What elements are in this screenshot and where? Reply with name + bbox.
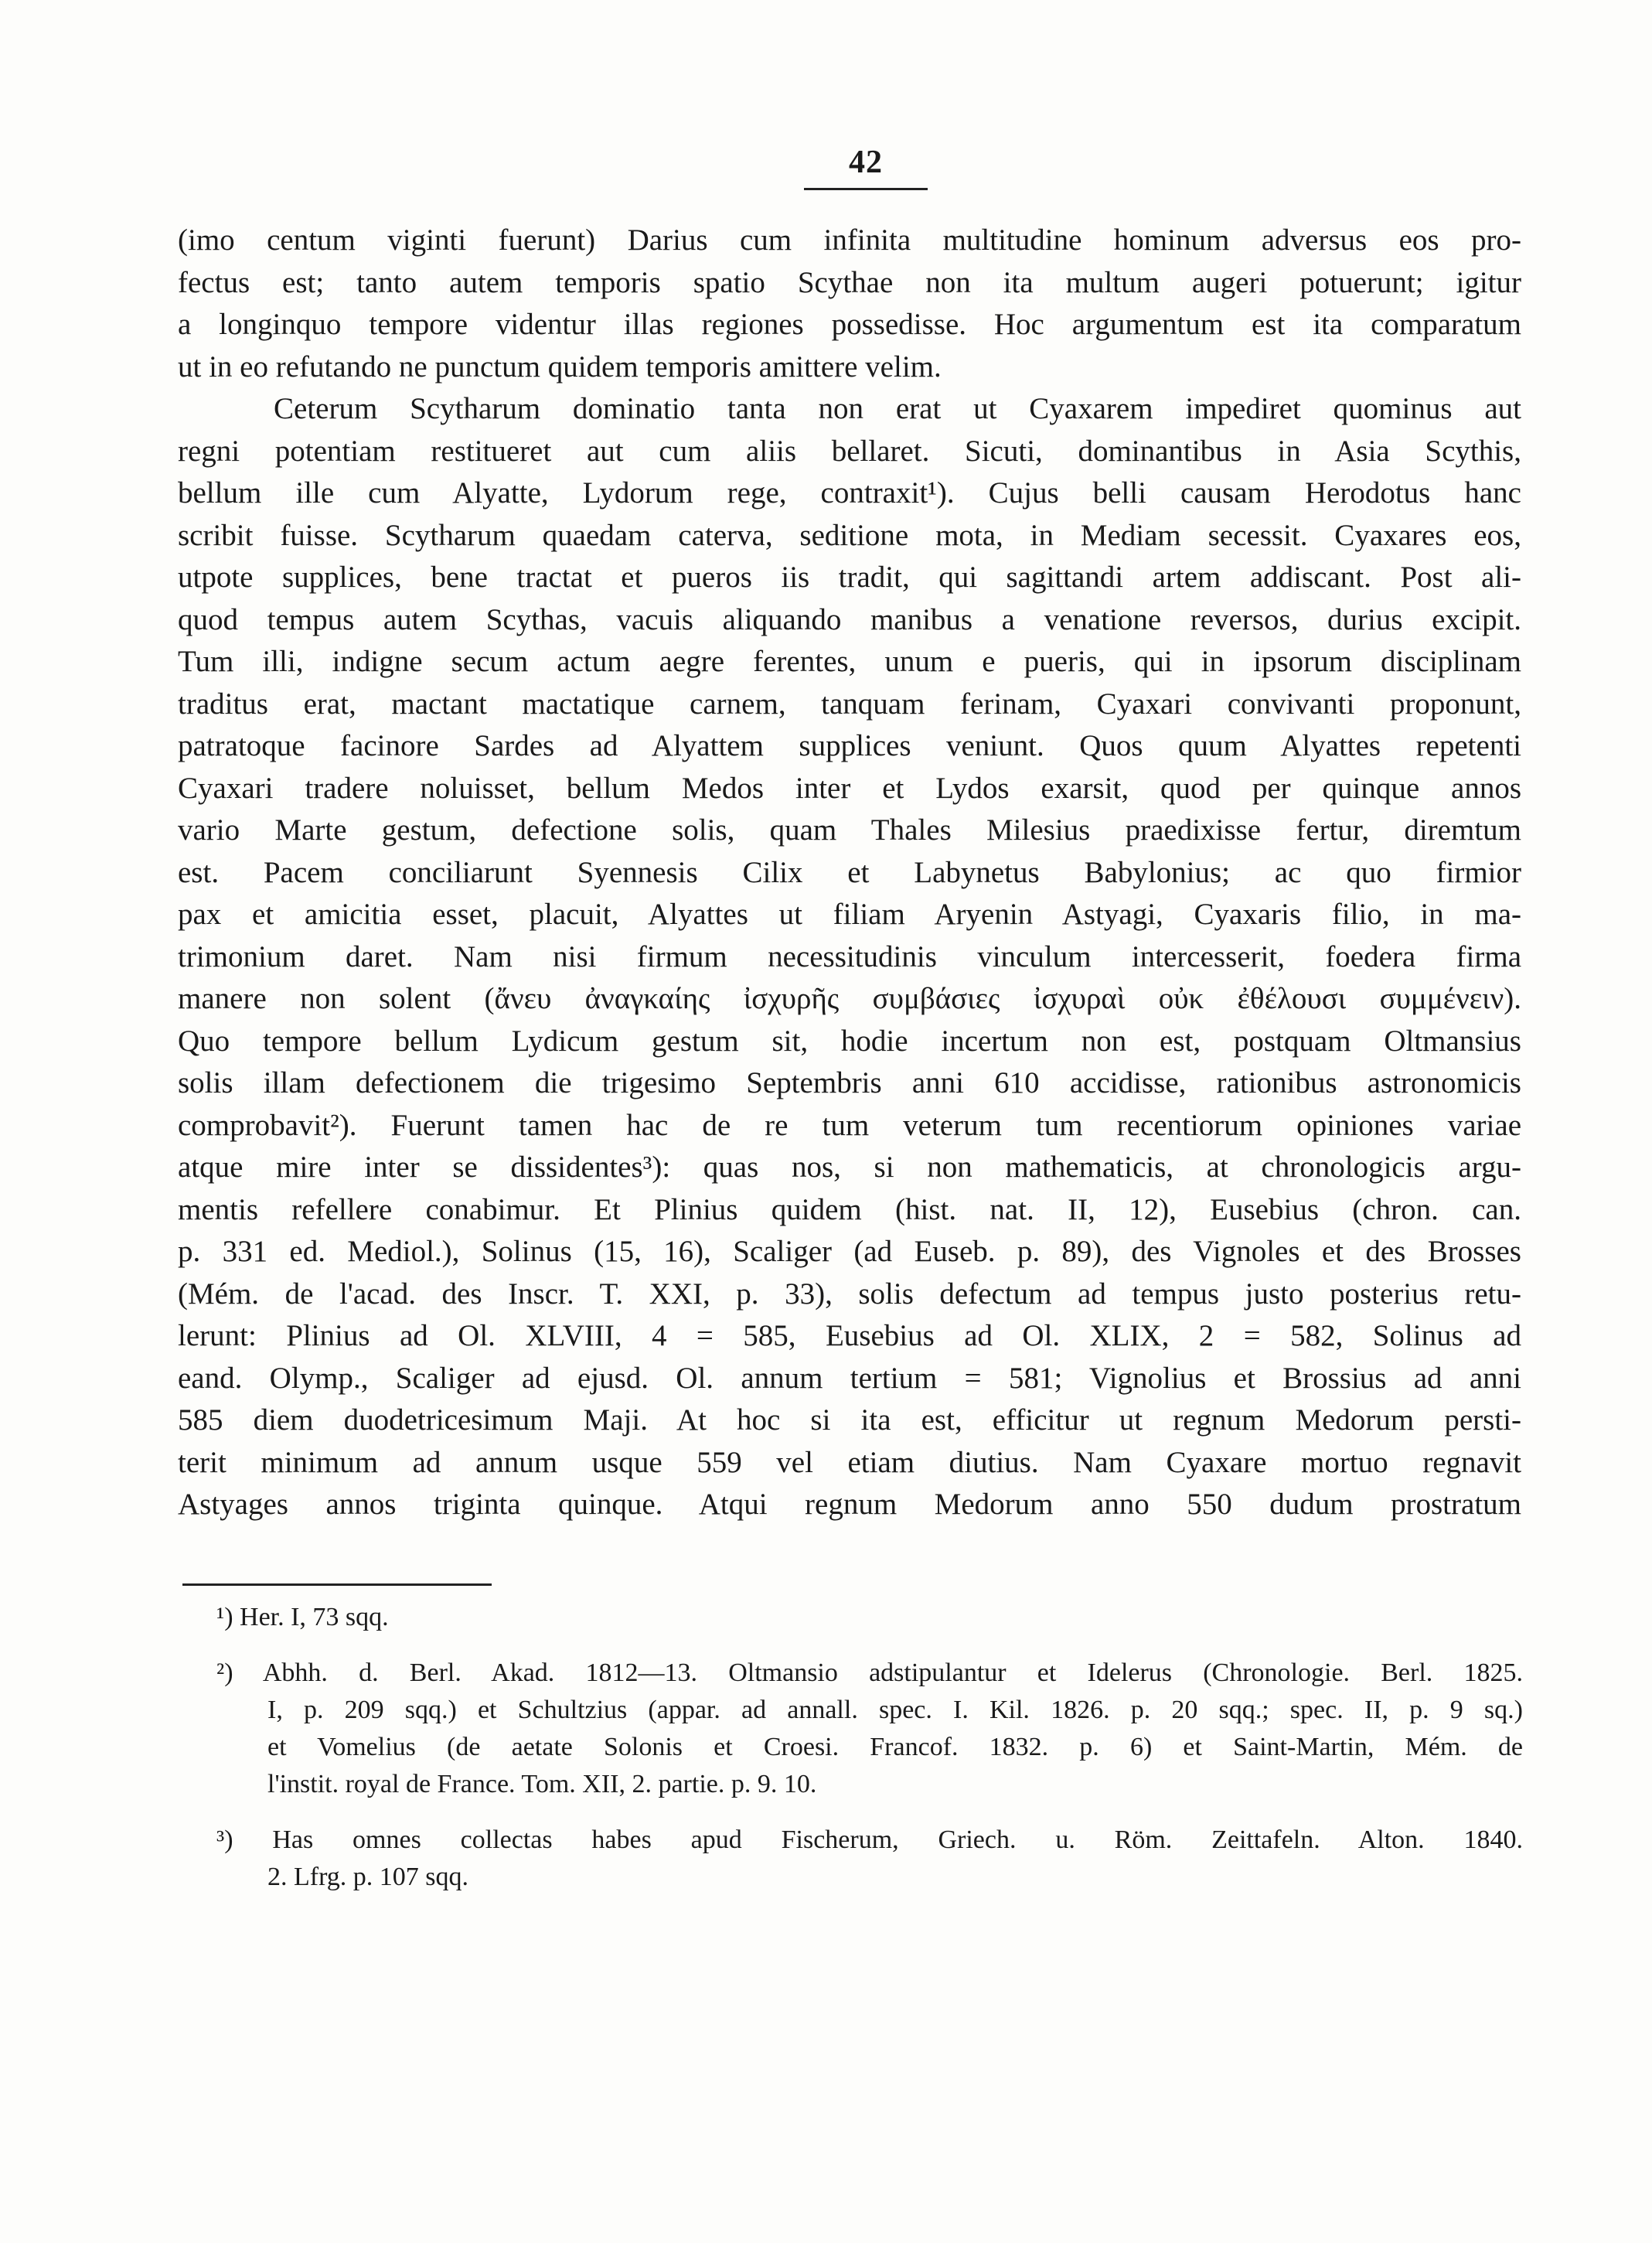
footnote-line: et Vomelius (de aetate Solonis et Croesi. Francof. 1832. p. 6) et Saint-Martin, Mém. de	[267, 1733, 1523, 1761]
text-line: est. Pacem conciliarunt Syennesis Cilix et Labynetus Babylonius; ac quo firmior	[178, 855, 1521, 889]
footnote-line: l'instit. royal de France. Tom. XII, 2. partie. p. 9. 10.	[267, 1770, 817, 1798]
body-text	[178, 220, 1521, 1526]
text-line: comprobavit²). Fuerunt tamen hac de re tum veterum tum recentiorum opiniones variae	[178, 1108, 1521, 1142]
footnotes	[216, 1599, 1523, 1896]
text-line: quod tempus autem Scythas, vacuis aliquando manibus a venatione reversos, durius excipit.	[178, 602, 1521, 636]
text-line: scribit fuisse. Scytharum quaedam caterva, seditione mota, in Mediam secessit. Cyaxares eos,	[178, 518, 1521, 552]
text-line: Quo tempore bellum Lydicum gestum sit, hodie incertum non est, postquam Oltmansius	[178, 1024, 1521, 1058]
text-line: atque mire inter se dissidentes³): quas nos, si non mathematicis, at chronologicis argu-	[178, 1150, 1521, 1184]
text-line: patratoque facinore Sardes ad Alyattem supplices veniunt. Quos quum Alyattes repetenti	[178, 729, 1521, 762]
footnote-line: ²) Abhh. d. Berl. Akad. 1812—13. Oltmansio adstipulantur et Idelerus (Chronologie. Berl. 1825.	[216, 1658, 1523, 1687]
page-number: 42	[849, 145, 883, 180]
text-line: (Mém. de l'acad. des Inscr. T. XXI, p. 33), solis defectum ad tempus justo posterius retu-	[178, 1277, 1521, 1311]
text-line: eand. Olymp., Scaliger ad ejusd. Ol. annum tertium = 581; Vignolius et Brossius ad anni	[178, 1361, 1521, 1395]
text-line: ut in eo refutando ne punctum quidem temporis amittere velim.	[178, 349, 942, 383]
footnote-line: ¹) Her. I, 73 sqq.	[216, 1603, 389, 1631]
footnote-spacer	[216, 1803, 1523, 1822]
text-line: p. 331 ed. Mediol.), Solinus (15, 16), Scaliger (ad Euseb. p. 89), des Vignoles et des Brosses	[178, 1235, 1521, 1268]
footnote-line: 2. Lfrg. p. 107 sqq.	[267, 1863, 469, 1891]
text-line: terit minimum ad annum usque 559 vel etiam diutius. Nam Cyaxare mortuo regnavit	[178, 1445, 1521, 1479]
footnote-rule	[182, 1583, 492, 1586]
text-line: Astyages annos triginta quinque. Atqui regnum Medorum anno 550 dudum prostratum	[178, 1488, 1521, 1521]
text-line: vario Marte gestum, defectione solis, quam Thales Milesius praedixisse fertur, diremtum	[178, 813, 1521, 847]
text-line: 585 diem duodetricesimum Maji. At hoc si ita est, efficitur ut regnum Medorum persti-	[178, 1403, 1521, 1437]
text-line: lerunt: Plinius ad Ol. XLVIII, 4 = 585, Eusebius ad Ol. XLIX, 2 = 582, Solinus ad	[178, 1319, 1521, 1352]
text-line: Ceterum Scytharum dominatio tanta non erat ut Cyaxarem impediret quominus aut	[274, 392, 1521, 425]
text-line: manere non solent (ἄνευ ἀναγκαίης ἰσχυρῆς συμβάσιες ἰσχυραὶ οὐκ ἐθέλουσι συμμένειν).	[178, 982, 1521, 1015]
text-line: trimonium daret. Nam nisi firmum necessitudinis vinculum intercesserit, foedera firma	[178, 939, 1521, 973]
text-line: solis illam defectionem die trigesimo Septembris anni 610 accidisse, rationibus astronomicis	[178, 1066, 1521, 1099]
footnote-spacer	[216, 1636, 1523, 1655]
text-line: fectus est; tanto autem temporis spatio Scythae non ita multum augeri potuerunt; igitur	[178, 265, 1521, 299]
text-line: traditus erat, mactant mactatique carnem, tanquam ferinam, Cyaxari convivanti proponunt,	[178, 687, 1521, 721]
text-line: regni potentiam restitueret aut cum aliis bellaret. Sicuti, dominantibus in Asia Scythis,	[178, 434, 1521, 468]
text-line: a longinquo tempore videntur illas regiones possedisse. Hoc argumentum est ita comparatum	[178, 308, 1521, 341]
text-line: mentis refellere conabimur. Et Plinius quidem (hist. nat. II, 12), Eusebius (chron. can.	[178, 1192, 1521, 1226]
text-line: Tum illi, indigne secum actum aegre ferentes, unum e pueris, qui in ipsorum disciplinam	[178, 645, 1521, 678]
header-rule	[804, 188, 928, 190]
footnote-line: ³) Has omnes collectas habes apud Fischerum, Griech. u. Röm. Zeittafeln. Alton. 1840.	[216, 1825, 1523, 1854]
text-line: bellum ille cum Alyatte, Lydorum rege, contraxit¹). Cujus belli causam Herodotus hanc	[178, 476, 1521, 510]
text-line: Cyaxari tradere noluisset, bellum Medos inter et Lydos exarsit, quod per quinque annos	[178, 771, 1521, 805]
text-line: utpote supplices, bene tractat et pueros iis tradit, qui sagittandi artem addiscant. Post ali-	[178, 561, 1521, 594]
text-line: pax et amicitia esset, placuit, Alyattes ut filiam Aryenin Astyagi, Cyaxaris filio, in ma-	[178, 898, 1521, 931]
text-line: (imo centum viginti fuerunt) Darius cum infinita multitudine hominum adversus eos pro-	[178, 223, 1521, 257]
footnote-line: I, p. 209 sqq.) et Schultzius (appar. ad annall. spec. I. Kil. 1826. p. 20 sqq.; spec. II, p. 9 sq.)	[267, 1696, 1523, 1724]
